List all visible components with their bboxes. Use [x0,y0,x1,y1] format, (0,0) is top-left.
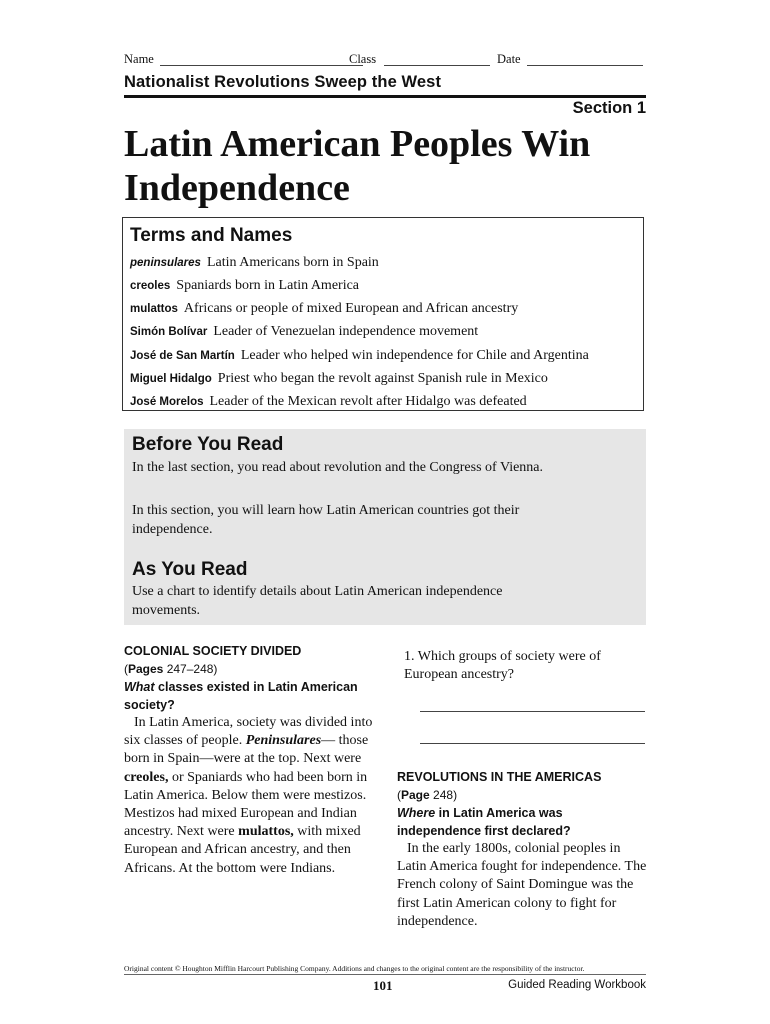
header-fields [124,52,646,70]
term-name: Miguel Hidalgo [130,373,212,385]
term-name: mulattos [130,303,178,315]
page-reference: (Pages 247–248) [124,662,218,676]
before-you-read-para-1: In the last section, you read about revolution and the Congress of Vienna. [132,460,544,475]
footer-rule [124,974,646,975]
term-name: creoles [130,280,171,292]
term-row [130,323,478,340]
class-label: Class [349,52,377,66]
page-reference: (Page 248) [397,788,458,802]
pages-value: 248 [433,788,454,802]
pages-label: Page [401,788,430,802]
chapter-title: Nationalist Revolutions Sweep the West [124,73,442,91]
class-blank [384,65,490,66]
term-peninsulares: Peninsulares [245,733,322,749]
body-text: — those born in Spain—were at the top. Next were [124,733,369,767]
date-blank [527,65,643,66]
term-definition: Priest who began the revolt against Spanish rule in Mexico [217,371,548,386]
section-label: Section 1 [572,99,646,117]
name-blank [160,65,363,66]
answer-line-2[interactable] [420,743,645,744]
title-line-2: Independence [124,167,350,209]
as-you-read-para: Use a chart to identify details about Latin American independence movements. [132,584,503,618]
answer-line-1[interactable] [420,711,645,712]
before-you-read-heading: Before You Read [132,434,284,455]
section-heading: COLONIAL SOCIETY DIVIDED [124,644,302,658]
title-line-1: Latin American Peoples Win [124,123,591,165]
term-definition: Latin Americans born in Spain [206,255,379,270]
section-body: In the early 1800s, colonial peoples in Latin America fought for independence. The French colony of Saint Domingue was the first Latin American colony to fight for independence. [397,841,647,929]
term-row [130,277,359,294]
as-you-read-heading: As You Read [132,559,248,580]
body-text: or Spaniards who had been born in Latin America. Below them were mestizos. Mestizos had mixed European and Indian ancestry. Next were [124,769,368,840]
term-definition: Africans or people of mixed European and African ancestry [183,301,519,316]
date-label: Date [497,52,521,66]
pages-value: 247–248 [166,662,214,676]
copyright-note: Original content © Houghton Mifflin Harcourt Publishing Company. Additions and changes to the original content are the responsibility of the instructor. [124,964,585,973]
body-text: In Latin America, society was divided into six classes of people. [124,715,373,749]
question-text: Which groups of society were of European ancestry? [404,649,601,682]
reading-box [124,429,646,625]
name-label: Name [124,52,154,66]
term-row [130,370,548,387]
terms-heading: Terms and Names [130,225,293,246]
chapter-rule [124,95,646,98]
question-1 [404,648,654,684]
term-definition: Spaniards born in Latin America [176,278,360,293]
term-creoles: creoles, [124,769,169,785]
body-text: with mixed European and African ancestry, and then Africans. At the bottom were Indians. [124,824,361,876]
term-mulattos: mulattos, [238,824,294,840]
term-row [130,300,518,317]
colonial-society-section [124,643,376,878]
section-heading: REVOLUTIONS IN THE AMERICAS [397,770,602,784]
term-name: José de San Martín [130,350,235,362]
term-definition: Leader who helped win independence for Chile and Argentina [240,348,589,363]
term-row [130,254,379,271]
section-body [124,714,376,878]
question-number: 1. [404,649,415,664]
page-title [124,122,654,210]
pages-label: Pages [128,662,164,676]
term-name: Simón Bolívar [130,326,208,338]
term-definition: Leader of the Mexican revolt after Hidalgo was defeated [209,394,527,409]
term-name: José Morelos [130,396,204,408]
before-you-read-para-2: In this section, you will learn how Latin American countries got their independence. [132,503,520,537]
question-keyword: What [124,680,155,694]
question-text: in Latin America was independence first declared? [397,806,571,838]
page-number: 101 [373,978,393,993]
revolutions-section [397,769,647,931]
guiding-question [124,678,376,714]
question-text: classes existed in Latin American society? [124,680,358,712]
term-name: peninsulares [130,257,201,269]
question-keyword: Where [397,806,436,820]
guiding-question [397,804,647,840]
workbook-label: Guided Reading Workbook [508,979,646,991]
terms-box [122,217,644,411]
term-definition: Leader of Venezuelan independence movement [213,324,479,339]
term-row [130,393,527,410]
term-row [130,347,589,364]
